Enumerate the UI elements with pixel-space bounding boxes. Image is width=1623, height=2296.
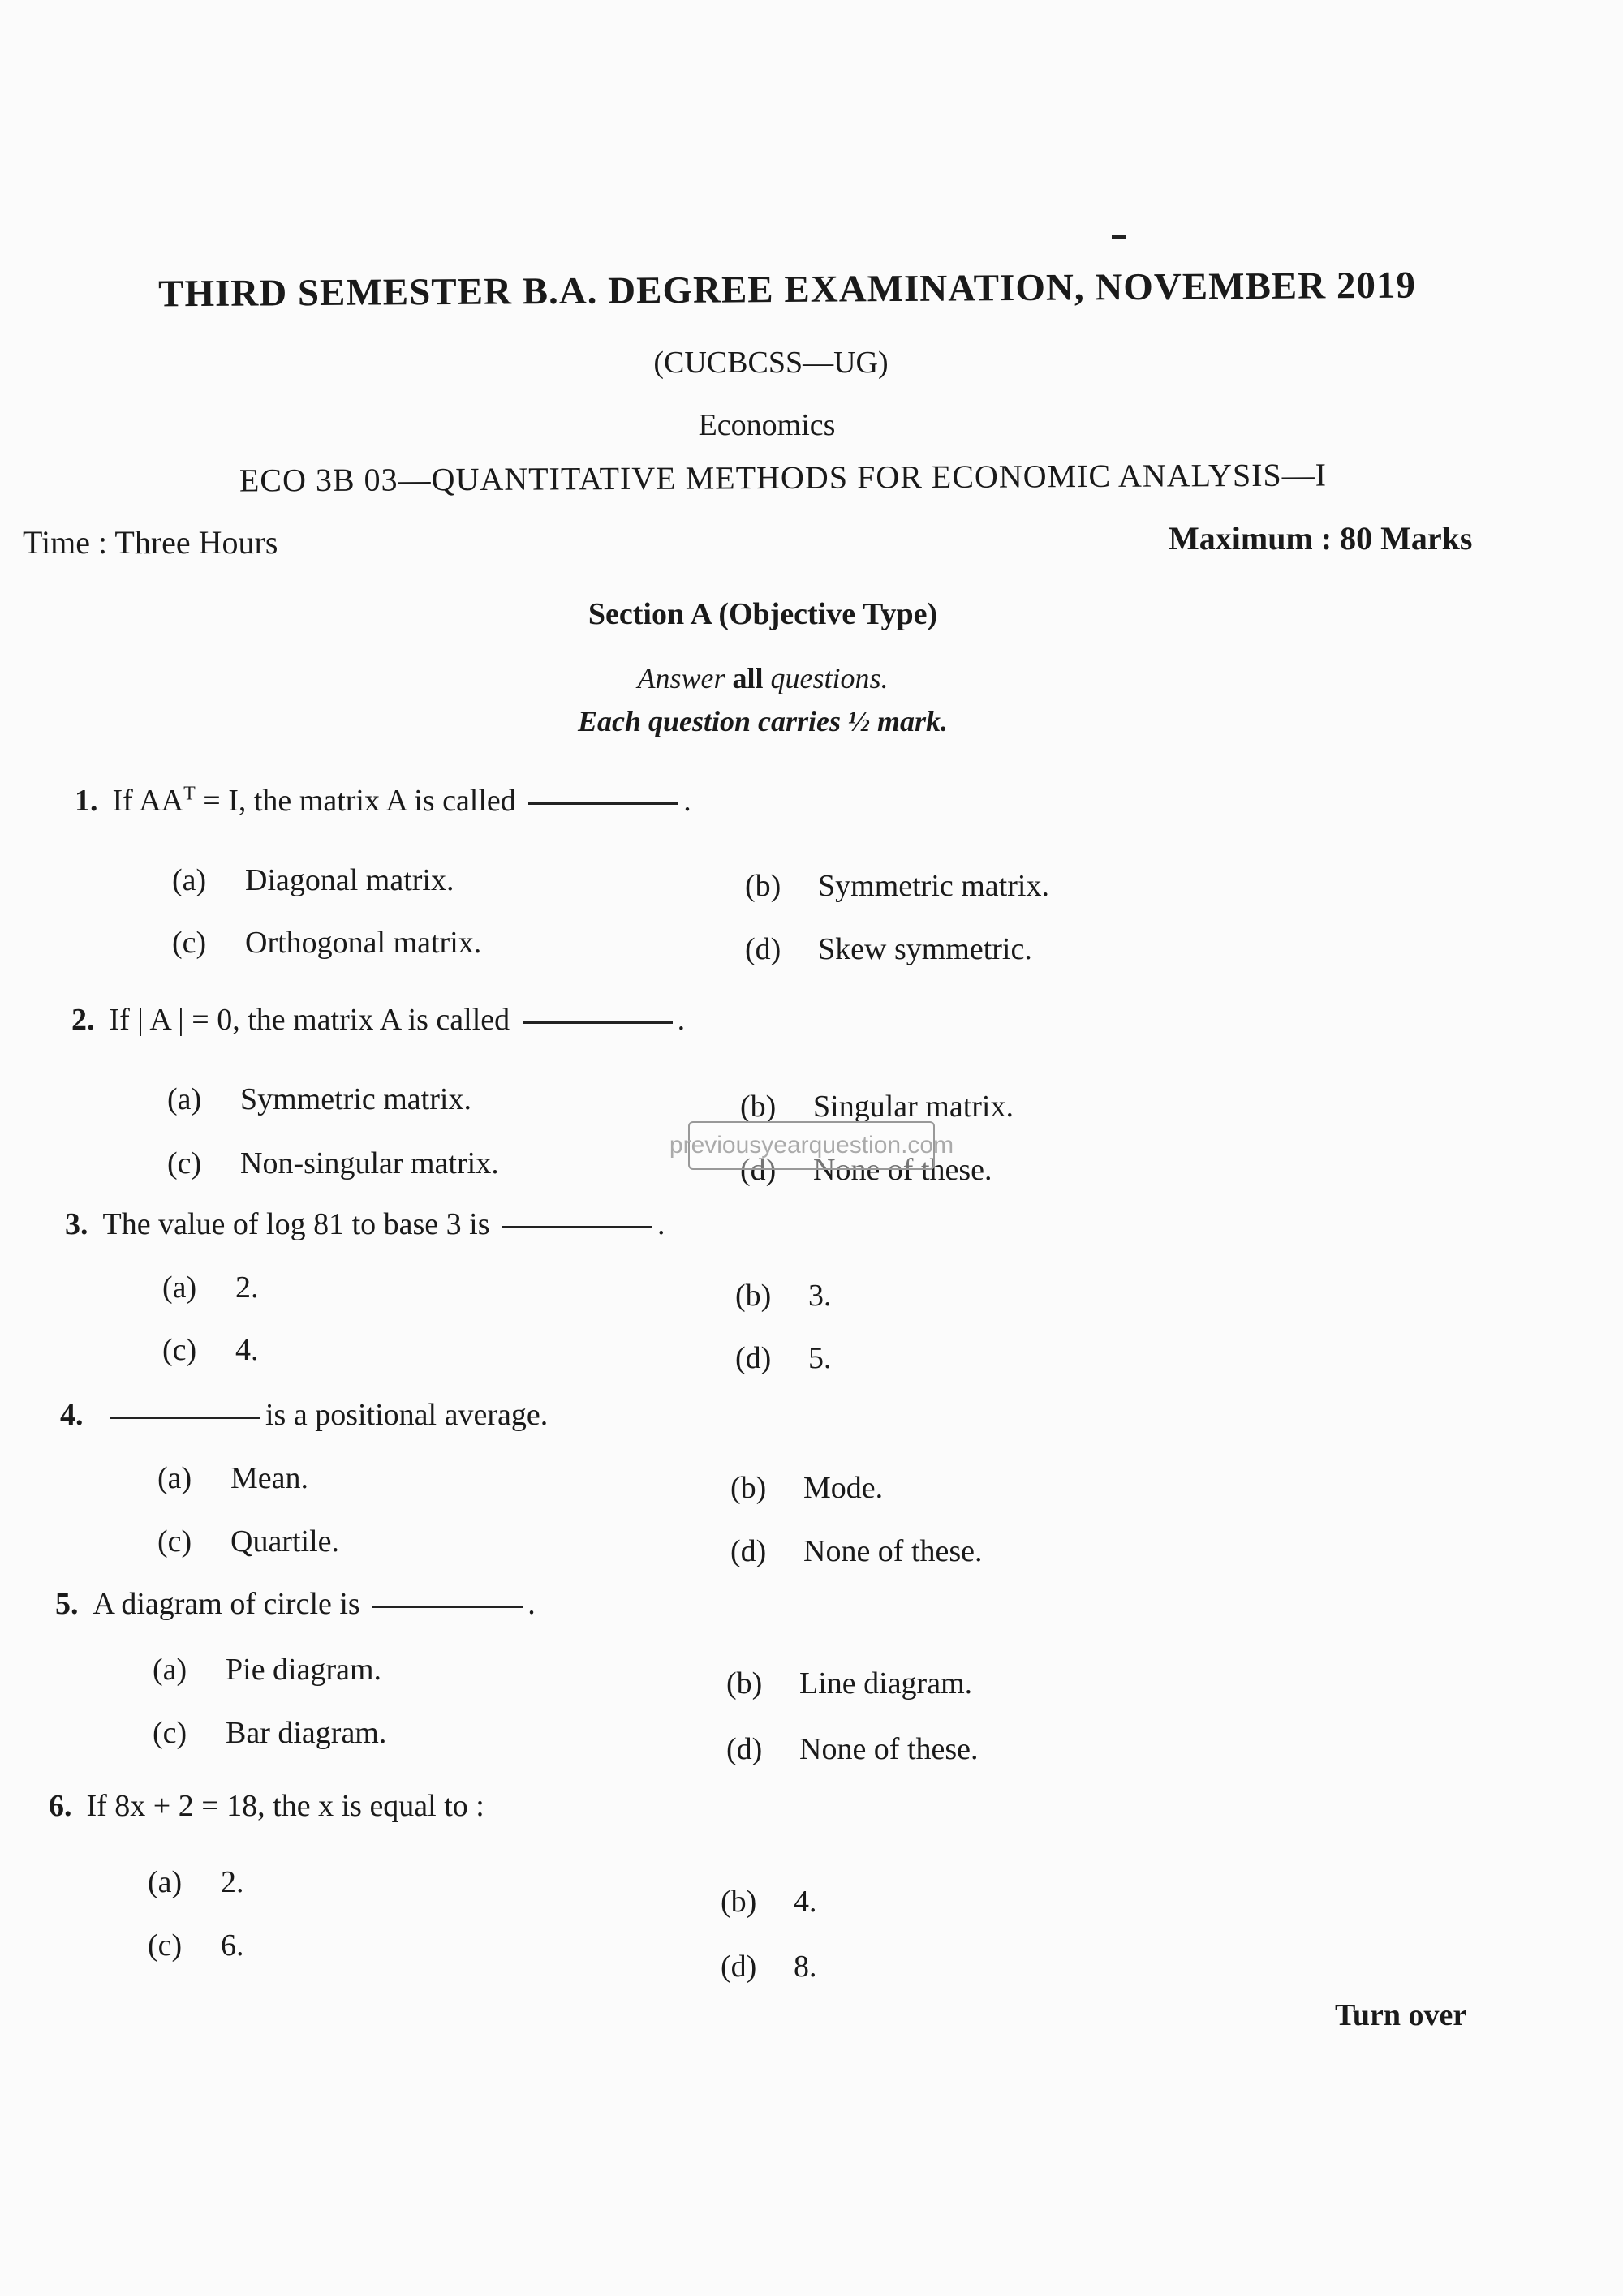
question-number: 4. — [60, 1398, 84, 1432]
max-marks: Maximum : 80 Marks — [1169, 520, 1473, 557]
option-label: (a) — [148, 1865, 183, 1899]
option-text: None of these. — [813, 1153, 992, 1187]
option-6b — [721, 1884, 817, 1920]
option-text: Mode. — [803, 1471, 884, 1505]
option-label: (c) — [148, 1928, 183, 1963]
option-text: Non-singular matrix. — [240, 1146, 499, 1180]
option-text: Bar diagram. — [226, 1716, 387, 1750]
option-text: Symmetric matrix. — [240, 1082, 471, 1116]
option-3b — [735, 1278, 832, 1314]
question-3 — [65, 1206, 665, 1242]
option-text: 2. — [221, 1865, 244, 1899]
answer-blank — [523, 1021, 673, 1024]
paper-title: ECO 3B 03—QUANTITATIVE METHODS FOR ECONOMIC ANALYSIS—I — [239, 456, 1328, 499]
turn-over-note: Turn over — [1335, 1998, 1467, 2032]
time-label: Time : Three Hours — [23, 524, 278, 561]
option-4c — [157, 1524, 339, 1559]
option-2c — [167, 1146, 499, 1181]
page-tick-mark — [1112, 235, 1126, 239]
option-5c — [153, 1715, 386, 1751]
section-marks-instruction: Each question carries ½ mark. — [577, 705, 949, 737]
option-label: (b) — [740, 1090, 777, 1124]
option-label: (c) — [153, 1716, 187, 1750]
exam-title: THIRD SEMESTER B.A. DEGREE EXAMINATION, NOVEMBER 2019 — [157, 264, 1417, 316]
section-instruction — [519, 661, 1006, 695]
question-end: . — [677, 1003, 686, 1037]
exam-scheme: (CUCBCSS—UG) — [653, 346, 889, 380]
option-5b — [726, 1666, 972, 1701]
option-6c — [148, 1928, 244, 1963]
option-label: (b) — [735, 1279, 772, 1313]
option-label: (c) — [167, 1146, 202, 1180]
option-2b — [740, 1089, 1014, 1124]
option-5d — [726, 1731, 979, 1767]
option-label: (b) — [721, 1885, 757, 1919]
option-text: 2. — [235, 1271, 259, 1305]
question-number: 6. — [49, 1789, 72, 1823]
option-text: None of these. — [803, 1534, 983, 1568]
question-text: If 8x + 2 = 18, the x is equal to : — [86, 1789, 484, 1823]
question-number: 2. — [71, 1003, 95, 1037]
option-label: (a) — [157, 1461, 192, 1495]
option-1d — [745, 931, 1032, 967]
option-1a — [172, 862, 454, 898]
question-end: . — [683, 784, 691, 818]
question-text-pre: If AA — [112, 784, 184, 818]
option-text: Singular matrix. — [813, 1090, 1014, 1124]
question-number: 3. — [65, 1207, 88, 1241]
option-text: 4. — [794, 1885, 817, 1919]
option-label: (d) — [726, 1732, 763, 1766]
option-label: (a) — [153, 1653, 187, 1687]
option-text: Orthogonal matrix. — [245, 926, 482, 960]
option-label: (b) — [730, 1471, 767, 1505]
option-text: None of these. — [799, 1732, 979, 1766]
option-6a — [148, 1864, 244, 1900]
option-label: (d) — [721, 1950, 757, 1984]
option-text: Mean. — [230, 1461, 309, 1495]
option-text: Pie diagram. — [226, 1653, 382, 1687]
option-label: (d) — [735, 1341, 772, 1375]
question-text: The value of log 81 to base 3 is — [102, 1207, 490, 1241]
answer-blank — [372, 1606, 523, 1608]
option-1b — [745, 868, 1049, 904]
instruction-pre: Answer — [637, 662, 725, 694]
option-label: (c) — [157, 1524, 192, 1559]
question-number: 1. — [75, 784, 98, 818]
option-text: 4. — [235, 1333, 259, 1367]
question-end: . — [527, 1587, 536, 1621]
option-text: Skew symmetric. — [818, 932, 1032, 966]
question-text: is a positional average. — [265, 1398, 549, 1432]
option-4a — [157, 1460, 308, 1496]
option-label: (d) — [730, 1534, 767, 1568]
instruction-post: questions. — [770, 662, 889, 694]
answer-blank — [110, 1417, 260, 1419]
option-3d — [735, 1340, 832, 1376]
option-1c — [172, 925, 481, 961]
question-text-post: = I, the matrix A is called — [195, 784, 516, 818]
option-2a — [167, 1081, 471, 1117]
option-label: (c) — [162, 1333, 197, 1367]
option-label: (a) — [167, 1082, 202, 1116]
option-3a — [162, 1270, 259, 1305]
option-text: Quartile. — [230, 1524, 340, 1559]
option-text: Diagonal matrix. — [245, 863, 454, 897]
option-4d — [730, 1533, 983, 1569]
option-5a — [153, 1652, 381, 1688]
option-label: (d) — [740, 1153, 777, 1187]
option-text: 8. — [794, 1950, 817, 1984]
option-4b — [730, 1470, 883, 1506]
question-text: If | A | = 0, the matrix A is called — [109, 1003, 510, 1037]
option-label: (a) — [162, 1271, 197, 1305]
instruction-bold: all — [732, 662, 764, 694]
option-label: (b) — [726, 1666, 763, 1701]
option-text: 5. — [808, 1341, 832, 1375]
watermark-logo: previousyearquestion.com — [688, 1121, 935, 1170]
option-text: 3. — [808, 1279, 832, 1313]
option-text: Symmetric matrix. — [818, 869, 1049, 903]
question-end: . — [657, 1207, 665, 1241]
option-label: (a) — [172, 863, 207, 897]
question-6 — [49, 1788, 484, 1824]
option-label: (d) — [745, 932, 781, 966]
option-text: 6. — [221, 1928, 244, 1963]
option-label: (c) — [172, 926, 207, 960]
question-text: A diagram of circle is — [93, 1587, 360, 1621]
option-label: (b) — [745, 869, 781, 903]
option-3c — [162, 1332, 259, 1368]
answer-blank — [502, 1226, 652, 1228]
option-text: Line diagram. — [799, 1666, 973, 1701]
question-1 — [75, 783, 691, 819]
section-title: Section A (Objective Type) — [588, 597, 938, 631]
superscript: T — [183, 783, 196, 805]
question-number: 5. — [55, 1587, 79, 1621]
question-5 — [55, 1586, 536, 1622]
question-4 — [60, 1397, 548, 1433]
option-6d — [721, 1949, 817, 1984]
answer-blank — [528, 802, 678, 805]
question-2 — [71, 1002, 685, 1038]
exam-subject: Economics — [698, 408, 836, 442]
